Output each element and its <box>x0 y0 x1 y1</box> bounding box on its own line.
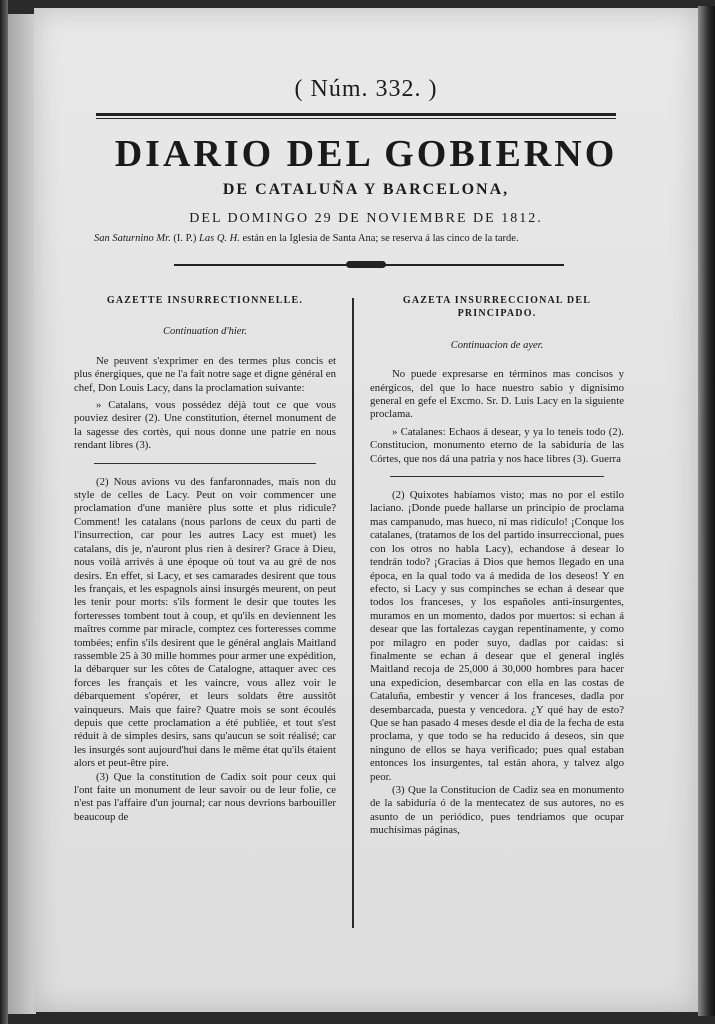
left-column <box>74 294 336 824</box>
indulgence-mark: (I. P.) <box>173 233 197 244</box>
newspaper-page <box>34 8 698 1012</box>
header-rule-ornament <box>346 261 386 268</box>
left-notes-divider <box>94 463 316 464</box>
right-column <box>370 294 624 838</box>
right-paragraph: No puede expresarse en términos mas concisos y enérgicos, del que lo hace nuestro sabio y dignísimo general en gefe el Excmo. Sr. D. Luis Lacy en la siguiente proclama. <box>370 368 624 421</box>
forty-hours: Las Q. H. <box>199 233 240 244</box>
right-footnote: (3) Que la Constitucion de Cadiz sea en monumento de la sabiduría ó de la mentecatez de sus autores, no es asunto de un periódico, pues tendriamos que ocupar muchísimas páginas, <box>370 784 624 837</box>
right-paragraph: » Catalanes: Echaos á desear, y ya lo teneis todo (2). Constitucion, monumento eterno de la sabiduría de las Córtes, que nos dá una patria y nos hace libres (3). Guerra <box>370 425 624 465</box>
right-notes-divider <box>390 476 604 477</box>
saints-of-the-day <box>94 232 684 246</box>
left-footnote: (2) Nous avions vu des fanfaronnades, mais non du style de celles de Lacy. Peut on voir commencer une proclamation d'une manière plus sotte et plus ridicule? Comment! les catalans (nous parlons de ceux du parti de l'insurrection, car pour les autres Lacy est muet) les catalans, dis je, n'auront plus rien à desirer? Grace à Dieu, nous voilà arrivés à une époque où tout va au gré de nos desirs. En effet, si Lacy, et ses camarades desirent que tous les français, et les espagnols ainsi insurgés meurent, on peut les tenir pour morts: s'ils forment le desir que toutes les forteresses tombent tout à coup, et qu'ils en deviennent les maîtres comme par miracle, comptez ces forteresses comme tombées; enfin s'ils desirent que le général anglais Maitland rassemble 25 à 30 mille hommes pour armer une expédition, la débarquer sur les côtes de Catalogne, attaquer avec ces forces les français et les vaincre, vous allez voir le débarquement s'opérer, et leurs soldats être aussitôt vainqueurs. Mais que faire? Quatre mois se sont écoulés depuis que cette proclamation a été publiée, et tout s'est réduit à de simples desirs, sans qu'aucun se soit réalisé; car les insurgés sont aujourd'hui dans le même état qu'ils étaient alors et peut-être pire. <box>74 475 336 770</box>
masthead-date: DEL DOMINGO 29 DE NOVIEMBRE DE 1812. <box>189 211 543 226</box>
top-rule <box>96 113 616 116</box>
right-footnote: (2) Quixotes habíamos visto; mas no por el estilo laciano. ¡Donde puede hallarse un principio de proclama mas campanudo, mas hueco, ni mas ridículo! ¡Conque los catalanes, (tratamos de los del partido insurreccional, pues con los otros no habla Lacy), echandose á desear lo tendrán todo? ¡Gracias á Dios que hemos llegado en una época, en la qual todo va á medida de los deseos! Y en efecto, si Lacy y sus compinches se echan á desear que todos los franceses, y los españoles anti-insurgentes, muramos en un momento, dados por muertos: si echan á desear que las fortalezas caygan repentinamente, y como por milagro en poder suyo, dadlas por caidas: si finalmente se echan á desear que el general inglés Maitland recoja de 25,000 á 30,000 hombres para hacer una expedicion, desembarcar con ella en las costas de Cataluña, embestir y vencer á los franceses, dadla por desembarcada, puesta y vencedora. ¿Y qué hay de esto? Que se han pasado 4 meses desde el dia de la fecha de esta proclama, y que todo se ha reducido á deseos, sin que ninguno de ellos se haya verificado; pues qual estaban entonces los insurgentes, tal están ahora, y talvez algo peor. <box>370 489 624 783</box>
left-continuation: Continuation d'hier. <box>163 326 247 338</box>
top-rule-thin <box>96 118 616 119</box>
saints-text: están en la Iglesia de Santa Ana; se reserva á las cinco de la tarde. <box>242 233 519 244</box>
book-spine <box>0 0 8 1024</box>
left-column-heading: GAZETTE INSURRECTIONNELLE. <box>106 295 304 306</box>
right-column-heading: GAZETA INSURRECCIONAL DEL PRINCIPADO. <box>402 295 592 320</box>
saint-name: San Saturnino Mr. <box>94 233 171 244</box>
masthead-title: DIARIO DEL GOBIERNO <box>114 133 618 175</box>
page-edge-shadow <box>698 6 715 1016</box>
right-continuation: Continuacion de ayer. <box>450 339 544 351</box>
left-paragraph: Ne peuvent s'exprimer en des termes plus concis et plus énergiques, que ne l'a fait notre sage et digne général en chef, Don Louis Lacy, dans la proclamation suivante: <box>74 354 336 394</box>
issue-number: ( Núm. 332. ) <box>294 76 438 102</box>
masthead-subtitle: DE CATALUÑA Y BARCELONA, <box>222 181 510 198</box>
left-paragraph: » Catalans, vous possédez déjà tout ce que vous pouviez desirer (2). Une constitution, éternel monument de la sagesse des cortès, qui nous donne une patrie en nous rendant libres (3). <box>74 399 336 452</box>
column-divider <box>352 298 354 928</box>
left-footnote: (3) Que la constitution de Cadix soit pour ceux qui l'ont faite un monument de leur savoir ou de leur folie, ce n'est pas l'affaire d'un journal; car nous devrions barbouiller beaucoup de <box>74 770 336 823</box>
